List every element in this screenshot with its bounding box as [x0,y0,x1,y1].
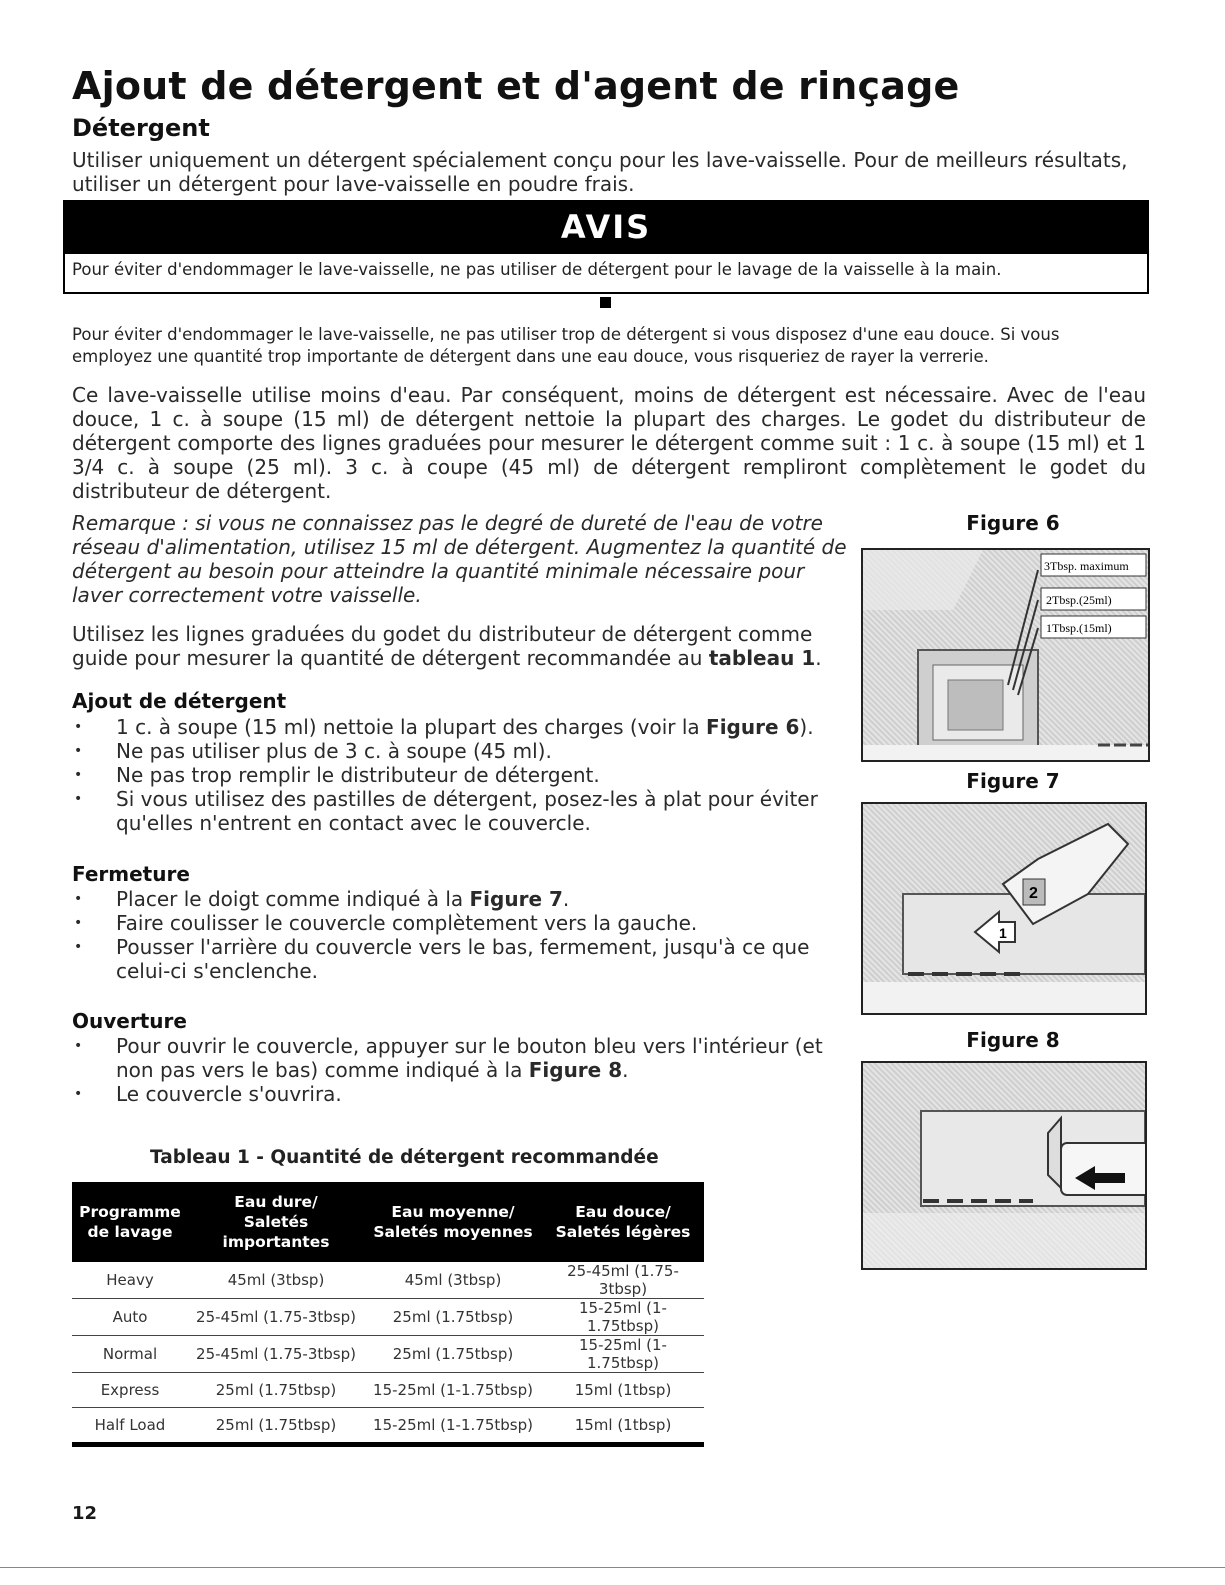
page-number: 12 [72,1503,98,1524]
figure-6-drawing [863,550,1148,760]
table-row [72,1262,704,1299]
ouverture-item-end: . [622,1058,629,1082]
table-cell: Express [72,1373,188,1408]
header-eau-dure-l1: Eau dure/ [234,1193,318,1211]
fig7-step-1: 1 [999,925,1007,941]
fermeture-item-figure-ref: Figure 7 [469,887,563,911]
ajout-item-figure-ref: Figure 6 [706,715,800,739]
fermeture-item-text: Faire coulisser le couvercle complètement vers la gauche. [116,911,698,935]
figure-7-drawing [863,804,1145,1013]
note-text: Remarque : si vous ne connaissez pas le degré de dureté de l'eau de votre réseau d'alimentation, utilisez 15 ml de détergent. Augmentez la quantité de détergent au besoin pour atteindre la quantité minimale nécessaire pour laver correctement votre vaisselle. [72,511,847,607]
main-paragraph-text: Ce lave-vaisselle utilise moins d'eau. Par conséquent, moins de détergent est nécessaire. Avec de l'eau douce, 1 c. à soupe (15 ml) de détergent nettoie la plupart des charges. Le godet du distributeur de détergent comporte des lignes graduées pour mesurer le détergent comme suit : 1 c. à soupe (15 ml) et 1 3/4 c. à soupe (25 ml). 3 c. à coupe (45 ml) de détergent rempliront complètement le godet du distributeur de détergent. [72,383,1146,503]
main-paragraph [72,383,1146,503]
fig6-label-1tbsp: 1Tbsp.(15ml) [1046,621,1112,635]
header-eau-moyenne-l2: Saletés moyennes [373,1223,533,1241]
ajout-item-text: Si vous utilisez des pastilles de détergent, posez-les à plat pour éviter qu'elles n'entrent en contact avec le couvercle. [116,787,818,835]
intro-text: Utiliser uniquement un détergent spécialement conçu pour les lave-vaisselle. Pour de meilleurs résultats, utiliser un détergent pour lave-vaisselle en poudre frais. [72,148,1128,196]
figure-8-image [861,1061,1147,1270]
fermeture-item-text: Pousser l'arrière du couvercle vers le bas, fermement, jusqu'à ce que celui-ci s'enclenche. [116,935,810,983]
table-cell: Half Load [72,1408,188,1445]
ouverture-item-text: Pour ouvrir le couvercle, appuyer sur le bouton bleu vers l'intérieur (et non pas vers le bas) comme indiqué à la [116,1034,823,1082]
fermeture-item [72,911,852,935]
table-row [72,1408,704,1445]
header-eau-douce-l2: Saletés légères [555,1223,691,1241]
tableau-1-ref: tableau 1 [708,646,816,670]
utilisez-end: . [815,646,822,670]
header-programme-l2: de lavage [87,1223,173,1241]
table-cell: 45ml (3tbsp) [188,1262,364,1299]
ouverture-item-text: Le couvercle s'ouvrira. [116,1082,342,1106]
header-eau-dure-l2: Saletés importantes [222,1213,330,1251]
header-programme-l1: Programme [79,1203,181,1221]
header-eau-dure [188,1182,364,1262]
table-cell: Heavy [72,1262,188,1299]
fig6-label-2tbsp: 2Tbsp.(25ml) [1046,593,1112,607]
fig7-step-2: 2 [1029,885,1038,902]
avis-line-2: Pour éviter d'endommager le lave-vaisselle, ne pas utiliser trop de détergent si vous disposez d'une eau douce. Si vous employez une quantité trop importante de détergent dans une eau douce, vous risqueriez de rayer la verrerie. [72,325,1060,366]
figure-6-image [861,548,1150,762]
ouverture-list [72,1034,852,1106]
fig6-label-3tbsp: 3Tbsp. maximum [1044,559,1129,573]
table-cell: 15ml (1tbsp) [542,1408,704,1445]
header-programme [72,1182,188,1262]
table-cell: 45ml (3tbsp) [364,1262,542,1299]
ouverture-item [72,1034,852,1082]
figure-8-drawing [863,1063,1145,1268]
table-title: Tableau 1 - Quantité de détergent recommandée [150,1147,659,1168]
table-header-row [72,1182,704,1262]
fermeture-heading: Fermeture [72,862,190,886]
figure-7-title: Figure 7 [966,769,1060,793]
ajout-list [72,715,852,835]
ouverture-heading: Ouverture [72,1009,187,1033]
ajout-item [72,739,852,763]
avis-line-1: Pour éviter d'endommager le lave-vaisselle, ne pas utiliser de détergent pour le lavage de la vaisselle à la main. [72,260,1002,279]
table-cell: 25ml (1.75tbsp) [364,1299,542,1336]
table-cell: 25ml (1.75tbsp) [188,1373,364,1408]
avis-separator-square [600,297,611,308]
figure-8-title: Figure 8 [966,1028,1060,1052]
fermeture-item-end: . [562,887,570,911]
utilisez-text: Utilisez les lignes graduées du godet du distributeur de détergent comme guide pour mesurer la quantité de détergent recommandée au [72,622,813,670]
table-cell: 15ml (1tbsp) [542,1373,704,1408]
ajout-item-end: ). [799,715,814,739]
header-eau-douce-l1: Eau douce/ [575,1203,671,1221]
ouverture-item-figure-ref: Figure 8 [528,1058,623,1082]
table-cell: Auto [72,1299,188,1336]
header-eau-moyenne [364,1182,542,1262]
table-cell: 15-25ml (1-1.75tbsp) [364,1408,542,1445]
fermeture-item [72,887,852,911]
table-row [72,1373,704,1408]
page-title: Ajout de détergent et d'agent de rinçage [72,64,960,108]
header-eau-moyenne-l1: Eau moyenne/ [391,1203,515,1221]
table-cell: 15-25ml (1-1.75tbsp) [542,1299,704,1336]
ajout-item-text: Ne pas utiliser plus de 3 c. à soupe (45 ml). [116,739,552,763]
ouverture-item [72,1082,852,1106]
table-cell: 15-25ml (1-1.75tbsp) [542,1336,704,1373]
fermeture-list [72,887,852,983]
fermeture-item-text: Placer le doigt comme indiqué à la [116,887,470,911]
ajout-item-text: 1 c. à soupe (15 ml) nettoie la plupart des charges (voir la [116,715,707,739]
ajout-heading: Ajout de détergent [72,689,287,713]
ajout-item-text: Ne pas trop remplir le distributeur de détergent. [116,763,600,787]
ajout-item [72,787,852,835]
table-cell: 15-25ml (1-1.75tbsp) [364,1373,542,1408]
section-heading-detergent: Détergent [72,114,210,142]
utilisez-paragraph [72,622,852,670]
table-cell: 25ml (1.75tbsp) [188,1408,364,1445]
table-cell: 25ml (1.75tbsp) [364,1336,542,1373]
avis-label: AVIS [63,200,1149,254]
bottom-rule [0,1567,1225,1568]
table-row [72,1299,704,1336]
ajout-item [72,763,852,787]
fermeture-item [72,935,852,983]
detergent-table [72,1182,704,1447]
table-row [72,1336,704,1373]
table-cell: 25-45ml (1.75-3tbsp) [188,1299,364,1336]
table-cell: Normal [72,1336,188,1373]
figure-7-image [861,802,1147,1015]
table-cell: 25-45ml (1.75-3tbsp) [542,1262,704,1299]
header-eau-douce [542,1182,704,1262]
figure-6-title: Figure 6 [966,511,1060,535]
table-cell: 25-45ml (1.75-3tbsp) [188,1336,364,1373]
ajout-item [72,715,852,739]
